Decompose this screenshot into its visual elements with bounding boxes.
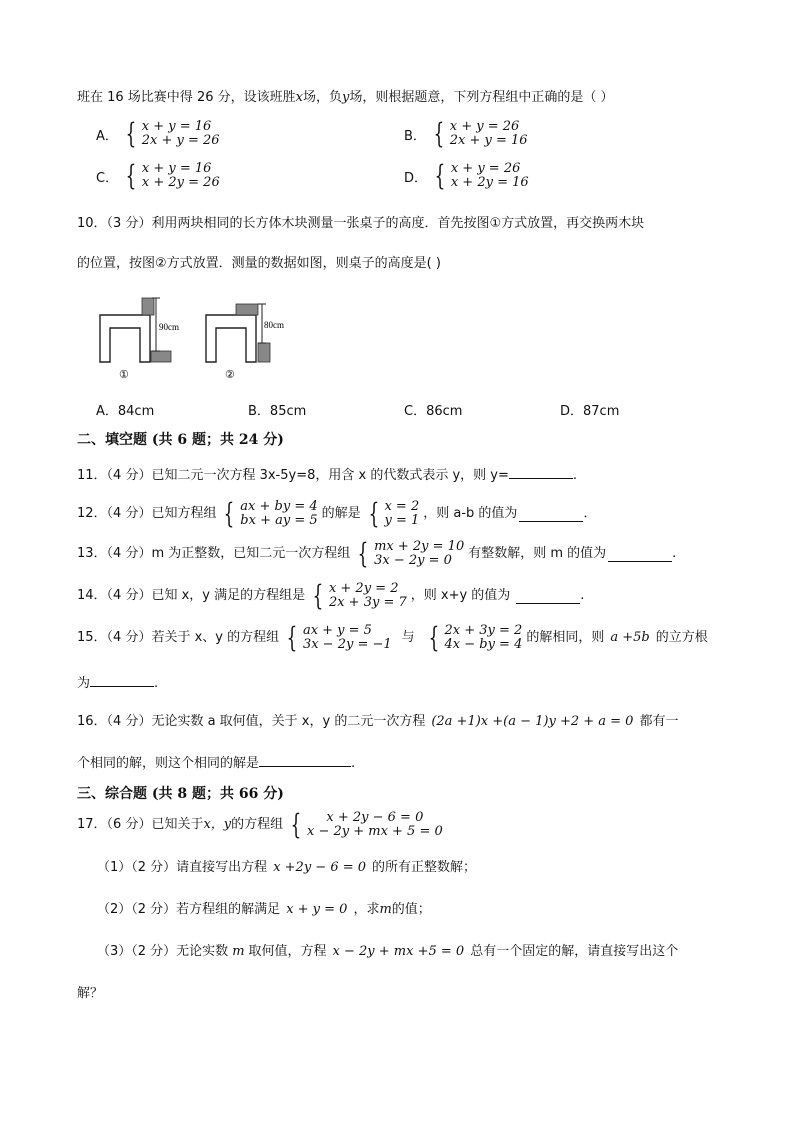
fig1-number: ①	[119, 369, 129, 381]
q17-sub3-text: （3）（2 分）无论实数	[97, 944, 229, 959]
q17-post: 的方程组	[231, 817, 284, 832]
equation: 2x + 3y = 7	[328, 595, 407, 610]
equation-system: { x + y = 26 x + 2y = 16	[434, 159, 529, 192]
equation-system: { x + y = 16 x + 2y = 26	[125, 159, 220, 192]
equation: mx + 2y = 10	[374, 539, 465, 554]
equation: x + y = 16	[141, 119, 212, 134]
equation: x + 2y = 26	[141, 175, 220, 190]
q17-sub2	[97, 900, 431, 920]
q13	[77, 536, 676, 572]
q10-option-a[interactable]: A．84cm	[96, 404, 155, 419]
q10-figure	[92, 290, 312, 385]
section-3-title: 三、综合题 (共 8 题；共 66 分)	[77, 786, 284, 802]
equation: x − 2y + mx + 5 = 0	[306, 824, 443, 839]
q9-option-c[interactable]	[96, 159, 224, 192]
equation: x + 2y = 2	[328, 581, 399, 596]
equation: 4x − by = 4	[444, 637, 523, 652]
q14-end: .	[580, 588, 585, 603]
q17-system: { x + 2y − 6 = 0 x − 2y + mx + 5 = 0	[290, 808, 443, 841]
q15-post2: 的立方根	[655, 630, 708, 645]
q17-sub3-expression: x − 2y + mx +5 = 0	[332, 944, 465, 959]
option-label: A．	[96, 128, 118, 144]
q17-vars: x，y	[203, 817, 232, 832]
q14-answer-blank[interactable]	[516, 589, 580, 604]
section-2-title: 二、填空题 (共 6 题；共 24 分)	[77, 432, 284, 448]
q17-sub3	[97, 942, 678, 962]
equation: 2x + 3y = 2	[444, 623, 523, 638]
q11-answer-blank[interactable]	[509, 464, 573, 479]
q9-stem-text: 班在 16 场比赛中得 26 分，设该班胜	[77, 90, 296, 105]
q17-sub3-line2: 解？	[77, 986, 104, 1001]
q15-line2-text: 为	[77, 676, 91, 691]
q16-line2-text: 个相同的解，则这个相同的解是	[77, 756, 260, 771]
option-label: C．	[96, 170, 119, 186]
q17-sub1	[97, 858, 476, 878]
q16-post: 都有一	[639, 714, 679, 729]
q12-solution: { x = 2 y = 1	[368, 497, 420, 530]
q17-sub3-mid: 取何值，方程	[248, 944, 327, 959]
q15-system-b: { 2x + 3y = 2 4x − by = 4	[428, 621, 523, 654]
fig2-measure-label: 80cm	[264, 320, 284, 330]
option-label: D．	[404, 170, 428, 186]
fig2-number: ②	[225, 369, 235, 381]
equation: x = 2	[384, 499, 420, 514]
q12-post: ，则 a-b 的值为	[423, 506, 518, 521]
q10-option-b[interactable]: B．85cm	[248, 404, 307, 419]
q17-sub2-mid: ，求	[353, 902, 380, 917]
equation: bx + ay = 5	[240, 513, 318, 528]
q9-stem-mid: 场，负	[302, 90, 342, 105]
q16-end: .	[351, 756, 356, 771]
q16-text: 16．（4 分）无论实数 a 取何值，关于 x，y 的二元一次方程	[77, 714, 426, 729]
equation-system: { x + y = 16 2x + y = 26	[125, 117, 220, 150]
q16-expression: (2a +1)x +(a − 1)y +2 + a = 0	[431, 714, 634, 729]
q13-answer-blank[interactable]	[608, 547, 672, 562]
equation: 3x − 2y = 0	[374, 553, 452, 568]
q12-end: ．	[583, 506, 597, 521]
q9-stem	[77, 88, 613, 108]
q12-text: 12．（4 分）已知方程组	[77, 506, 217, 521]
equation: ax + y = 5	[302, 623, 372, 638]
q17-sub1-expression: x +2y − 6 = 0	[273, 860, 367, 875]
q10-option-c[interactable]: C．86cm	[404, 404, 463, 419]
q15-system-a: { ax + y = 5 3x − 2y = −1	[286, 621, 392, 654]
q9-option-b[interactable]	[404, 117, 532, 150]
q14-post: ，则 x+y 的值为	[410, 588, 511, 603]
q11-text: 11．（4 分）已知二元一次方程 3x-5y=8，用含 x 的代数式表示 y，则 y=	[77, 468, 509, 483]
q17-sub2-var: m	[379, 902, 392, 917]
q9-option-a[interactable]	[96, 117, 224, 150]
equation: 2x + y = 26	[141, 133, 220, 148]
q17-sub3-var: m	[232, 944, 245, 959]
q17-sub2-expression: x + y = 0	[286, 902, 348, 917]
q15-mid: 与	[401, 630, 415, 645]
q17-sub3-post: 总有一个固定的解，请直接写出这个	[470, 944, 679, 959]
table-figure-2	[206, 304, 284, 381]
q12-mid: 的解是	[321, 506, 361, 521]
q17-text: 17．（6 分）已知关于	[77, 817, 204, 832]
q14	[77, 578, 584, 614]
q17-sub2-post: 的值；	[391, 902, 431, 917]
q9-stem-end: 场，则根据题意，下列方程组中正确的是（ ）	[349, 90, 614, 105]
q11-end: .	[572, 468, 578, 483]
q14-system: { x + 2y = 2 2x + 3y = 7	[312, 579, 407, 612]
q15-text: 15．（4 分）若关于 x、y 的方程组	[77, 630, 280, 645]
q17-sub1-post: 的所有正整数解；	[372, 860, 477, 875]
q10-option-d[interactable]: D．87cm	[560, 404, 620, 419]
q13-post: 有整数解，则 m 的值为	[468, 546, 607, 561]
q15-expression: a +5b	[610, 630, 650, 645]
equation: ax + by = 4	[240, 499, 318, 514]
q15-post: 的解相同，则	[526, 630, 605, 645]
q17-sub1-text: （1）（2 分）请直接写出方程	[97, 860, 268, 875]
equation: 2x + y = 16	[449, 133, 528, 148]
equation: 3x − 2y = −1	[302, 637, 392, 652]
q17	[77, 808, 447, 842]
q15-answer-blank[interactable]	[90, 672, 154, 687]
equation: x + y = 26	[449, 119, 520, 134]
q13-text: 13．（4 分）m 为正整数，已知二元一次方程组	[77, 546, 351, 561]
equation: x + y = 26	[450, 161, 521, 176]
q16	[77, 712, 678, 732]
q12-answer-blank[interactable]	[519, 507, 583, 522]
q10-line1: 10．（3 分）利用两块相同的长方体木块测量一张桌子的高度．首先按图①方式放置，再交换两木块	[77, 216, 645, 231]
equation: x + y = 16	[141, 161, 212, 176]
equation: x + 2y − 6 = 0	[326, 810, 424, 825]
q16-answer-blank[interactable]	[259, 752, 351, 767]
equation: x + 2y = 16	[450, 175, 529, 190]
q13-system: { mx + 2y = 10 3x − 2y = 0	[357, 537, 465, 570]
equation-system: { x + y = 26 2x + y = 16	[433, 117, 528, 150]
q15-line2	[77, 672, 158, 694]
q9-option-d[interactable]	[404, 159, 533, 192]
equation: y = 1	[384, 513, 420, 528]
q10-line2: 的位置，按图②方式放置．测量的数据如图，则桌子的高度是( )	[77, 256, 441, 271]
q9-var-y: y	[341, 90, 350, 105]
q12	[77, 496, 596, 532]
table-figure-1	[100, 298, 179, 381]
option-label: B．	[404, 128, 426, 144]
q17-sub2-text: （2）（2 分）若方程组的解满足	[97, 902, 281, 917]
q9-var-x: x	[295, 90, 303, 105]
q13-end: .	[672, 546, 677, 561]
q16-line2	[77, 752, 355, 774]
q15-end: .	[154, 676, 159, 691]
q14-text: 14．（4 分）已知 x，y 满足的方程组是	[77, 588, 306, 603]
q11	[77, 464, 577, 486]
q12-system: { ax + by = 4 bx + ay = 5	[224, 497, 318, 530]
fig1-measure-label: 90cm	[159, 322, 179, 332]
q15	[77, 620, 708, 656]
